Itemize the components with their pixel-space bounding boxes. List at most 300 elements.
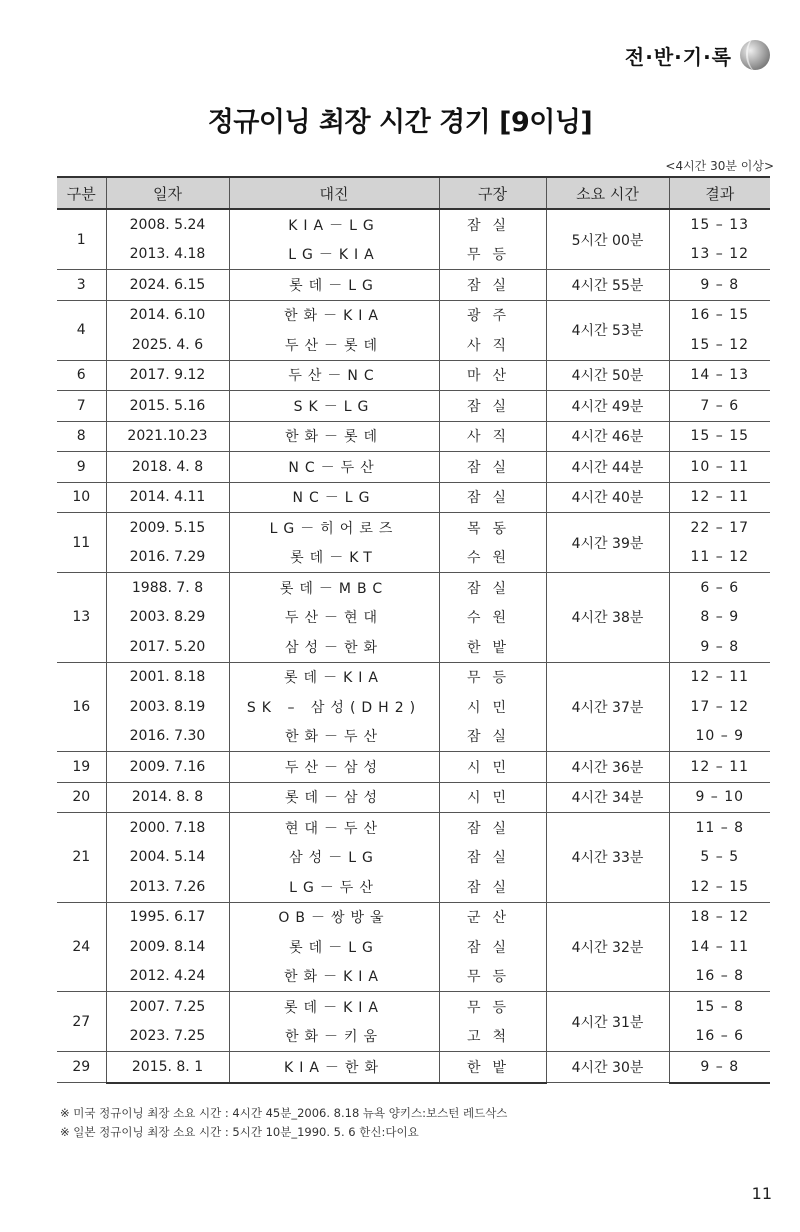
game-matchup-cell (229, 270, 439, 301)
game-venue: 군산 (466, 910, 519, 927)
rank-cell: 29 (57, 1052, 106, 1083)
game-matchup: LG－KIA (288, 247, 380, 264)
game-venue: 고척 (466, 1029, 519, 1046)
game-date: 2012. 4.24 (129, 968, 206, 985)
game-date: 2009. 5.15 (129, 519, 206, 536)
duration-cell: 4시간 33분 (546, 813, 669, 903)
game-matchup: 두산－삼성 (284, 759, 384, 776)
game-result: 17 – 12 (690, 698, 750, 715)
game-result: 14 – 13 (690, 367, 750, 384)
rank-cell: 27 (57, 992, 106, 1052)
game-matchup-cell (229, 1052, 439, 1083)
game-date: 2025. 4. 6 (131, 336, 204, 353)
game-result: 16 – 15 (690, 307, 750, 324)
game-matchup-cell (229, 391, 439, 422)
game-venue-cell (439, 843, 546, 873)
game-venue: 잠실 (466, 459, 519, 476)
game-matchup-cell (229, 360, 439, 391)
game-date-cell (106, 872, 229, 902)
game-matchup-cell (229, 330, 439, 360)
game-matchup: SK－LG (293, 398, 375, 415)
game-result: 12 – 11 (690, 669, 750, 686)
game-result-cell (669, 992, 770, 1022)
game-date-cell (106, 902, 229, 932)
game-date-cell (106, 692, 229, 722)
table-row (57, 782, 770, 813)
game-venue-cell (439, 270, 546, 301)
game-matchup-cell (229, 992, 439, 1022)
game-venue: 수원 (466, 550, 519, 567)
game-venue-cell (439, 573, 546, 603)
game-result-cell (669, 662, 770, 692)
rank-cell: 3 (57, 270, 106, 301)
game-date: 2003. 8.29 (129, 609, 206, 626)
rank-cell: 16 (57, 662, 106, 752)
game-venue: 한밭 (466, 639, 519, 656)
game-result: 15 – 15 (690, 428, 750, 445)
game-matchup-cell (229, 782, 439, 813)
rank-cell: 7 (57, 391, 106, 422)
game-date-cell (106, 932, 229, 962)
game-date-cell (106, 843, 229, 873)
game-venue: 잠실 (466, 580, 519, 597)
game-venue: 사직 (466, 337, 519, 354)
game-matchup: 두산－NC (288, 368, 380, 385)
game-date: 2014. 4.11 (129, 489, 206, 506)
game-result: 18 – 12 (690, 909, 750, 926)
game-matchup: 롯데－LG (289, 277, 379, 294)
game-result-cell (669, 452, 770, 483)
game-result: 7 – 6 (700, 397, 740, 414)
records-table (57, 176, 770, 1084)
game-matchup-cell (229, 902, 439, 932)
game-matchup-cell (229, 421, 439, 452)
game-venue: 잠실 (466, 820, 519, 837)
game-matchup-cell (229, 813, 439, 843)
game-result: 9 – 8 (700, 638, 740, 655)
rank-cell: 11 (57, 513, 106, 573)
game-result-cell (669, 632, 770, 662)
game-result: 6 – 6 (700, 579, 740, 596)
duration-cell: 4시간 31분 (546, 992, 669, 1052)
game-venue-cell (439, 240, 546, 270)
game-result-cell (669, 872, 770, 902)
game-date-cell (106, 722, 229, 752)
game-result-cell (669, 1022, 770, 1052)
game-result: 11 – 12 (690, 549, 750, 566)
game-result: 15 – 13 (690, 216, 750, 233)
game-venue: 잠실 (466, 879, 519, 896)
game-date-cell (106, 603, 229, 633)
game-matchup-cell (229, 240, 439, 270)
game-venue-cell (439, 782, 546, 813)
table-row (57, 752, 770, 783)
game-venue-cell (439, 962, 546, 992)
game-matchup-cell (229, 513, 439, 543)
game-venue: 잠실 (466, 277, 519, 294)
game-venue-cell (439, 543, 546, 573)
game-matchup: 두산－롯데 (284, 337, 384, 354)
game-result: 10 – 11 (690, 458, 750, 475)
game-date-cell (106, 482, 229, 513)
rank-cell: 1 (57, 209, 106, 270)
rank-cell: 6 (57, 360, 106, 391)
rank-cell: 20 (57, 782, 106, 813)
table-row (57, 421, 770, 452)
game-date: 1995. 6.17 (129, 909, 206, 926)
game-venue: 시민 (466, 759, 519, 776)
game-matchup: SK – 삼성(DH2) (246, 699, 422, 716)
rank-cell: 19 (57, 752, 106, 783)
game-venue: 잠실 (466, 217, 519, 234)
game-matchup-cell (229, 872, 439, 902)
table-criteria-note: <4시간 30분 이상> (665, 159, 774, 173)
game-date-cell (106, 452, 229, 483)
game-matchup: NC－두산 (288, 459, 380, 476)
game-venue-cell (439, 932, 546, 962)
section-header (625, 40, 770, 70)
table-row (57, 902, 770, 932)
game-venue-cell (439, 330, 546, 360)
duration-cell: 4시간 44분 (546, 452, 669, 483)
game-venue: 잠실 (466, 850, 519, 867)
game-matchup: 한화－KIA (284, 969, 384, 986)
game-venue: 잠실 (466, 729, 519, 746)
rank-cell: 10 (57, 482, 106, 513)
game-matchup-cell (229, 452, 439, 483)
game-result-cell (669, 513, 770, 543)
game-result: 14 – 11 (690, 938, 750, 955)
rank-cell: 8 (57, 421, 106, 452)
col-header-result: 결과 (669, 177, 770, 209)
game-date-cell (106, 391, 229, 422)
col-header-date: 일자 (106, 177, 229, 209)
game-date: 2016. 7.29 (129, 549, 206, 566)
game-venue-cell (439, 452, 546, 483)
game-matchup: 삼성－한화 (284, 639, 384, 656)
col-header-venue: 구장 (439, 177, 546, 209)
game-venue: 무등 (466, 247, 519, 264)
game-result-cell (669, 391, 770, 422)
game-result: 9 – 10 (695, 789, 745, 806)
duration-cell: 4시간 40분 (546, 482, 669, 513)
game-result: 8 – 9 (700, 609, 740, 626)
game-matchup-cell (229, 1022, 439, 1052)
game-result-cell (669, 360, 770, 391)
game-result: 16 – 8 (695, 968, 745, 985)
footnote-us: ※ 미국 정규이닝 최장 소요 시간 : 4시간 45분_2006. 8.18 뉴욕 양키스:보스턴 레드삭스 (60, 1106, 508, 1120)
game-date-cell (106, 513, 229, 543)
game-date-cell (106, 421, 229, 452)
table-row (57, 209, 770, 240)
duration-cell: 4시간 36분 (546, 752, 669, 783)
game-result-cell (669, 209, 770, 240)
table-row (57, 482, 770, 513)
game-matchup-cell (229, 662, 439, 692)
duration-cell: 4시간 55분 (546, 270, 669, 301)
game-matchup: LG－히어로즈 (269, 520, 399, 537)
game-matchup-cell (229, 632, 439, 662)
duration-cell: 5시간 00분 (546, 209, 669, 270)
table-row (57, 300, 770, 330)
game-date-cell (106, 543, 229, 573)
game-venue-cell (439, 482, 546, 513)
game-venue: 수원 (466, 610, 519, 627)
game-matchup: 한화－두산 (284, 729, 384, 746)
game-result-cell (669, 240, 770, 270)
duration-cell: 4시간 38분 (546, 573, 669, 663)
game-matchup: 한화－롯데 (284, 429, 384, 446)
game-venue: 한밭 (466, 1059, 519, 1076)
game-date: 2007. 7.25 (129, 998, 206, 1015)
game-date-cell (106, 752, 229, 783)
rank-cell: 21 (57, 813, 106, 903)
game-venue-cell (439, 992, 546, 1022)
game-date-cell (106, 573, 229, 603)
game-date: 2003. 8.19 (129, 698, 206, 715)
game-matchup-cell (229, 300, 439, 330)
game-result: 5 – 5 (700, 849, 740, 866)
game-result: 16 – 6 (695, 1028, 745, 1045)
game-matchup: 롯데－LG (289, 939, 379, 956)
game-result: 15 – 8 (695, 998, 745, 1015)
game-date-cell (106, 662, 229, 692)
game-matchup: 롯데－KT (290, 550, 378, 567)
game-date: 2013. 4.18 (129, 246, 206, 263)
game-venue-cell (439, 603, 546, 633)
game-date: 2021.10.23 (127, 428, 208, 445)
game-result-cell (669, 1052, 770, 1083)
game-date: 2015. 8. 1 (131, 1058, 204, 1075)
col-header-matchup: 대진 (229, 177, 439, 209)
game-matchup: 현대－두산 (284, 820, 384, 837)
duration-cell: 4시간 32분 (546, 902, 669, 992)
game-matchup-cell (229, 752, 439, 783)
rank-cell: 24 (57, 902, 106, 992)
duration-cell: 4시간 46분 (546, 421, 669, 452)
page-title: 정규이닝 최장 시간 경기 [9이닝] (207, 107, 593, 138)
duration-cell: 4시간 39분 (546, 513, 669, 573)
game-date: 2001. 8.18 (129, 669, 206, 686)
game-date-cell (106, 813, 229, 843)
game-date: 2024. 6.15 (129, 276, 206, 293)
game-venue: 마산 (466, 368, 519, 385)
game-result: 22 – 17 (690, 519, 750, 536)
game-matchup-cell (229, 843, 439, 873)
game-date: 2014. 8. 8 (131, 789, 204, 806)
game-result: 9 – 8 (700, 276, 740, 293)
game-date-cell (106, 1052, 229, 1083)
game-date-cell (106, 360, 229, 391)
game-result-cell (669, 573, 770, 603)
game-date: 2004. 5.14 (129, 849, 206, 866)
game-venue: 잠실 (466, 398, 519, 415)
table-header-row (57, 177, 770, 209)
game-date: 2015. 5.16 (129, 397, 206, 414)
game-date: 2017. 5.20 (129, 638, 206, 655)
game-matchup-cell (229, 722, 439, 752)
game-date: 2009. 8.14 (129, 938, 206, 955)
game-matchup-cell (229, 692, 439, 722)
game-date-cell (106, 240, 229, 270)
game-matchup: 롯데－KIA (284, 670, 384, 687)
footnotes (60, 1104, 507, 1142)
duration-cell: 4시간 37분 (546, 662, 669, 752)
game-result-cell (669, 692, 770, 722)
section-label: 전·반·기·록 (624, 44, 732, 69)
game-result-cell (669, 543, 770, 573)
game-date: 2016. 7.30 (129, 728, 206, 745)
duration-cell: 4시간 49분 (546, 391, 669, 422)
game-venue-cell (439, 300, 546, 330)
game-result-cell (669, 782, 770, 813)
game-matchup-cell (229, 962, 439, 992)
game-date-cell (106, 632, 229, 662)
game-matchup: NC－LG (292, 490, 376, 507)
game-venue-cell (439, 209, 546, 240)
game-result: 13 – 12 (690, 246, 750, 263)
game-matchup-cell (229, 932, 439, 962)
table-row (57, 662, 770, 692)
game-result: 11 – 8 (695, 819, 745, 836)
game-result-cell (669, 843, 770, 873)
game-venue: 잠실 (466, 939, 519, 956)
rank-cell: 4 (57, 300, 106, 360)
game-venue-cell (439, 1022, 546, 1052)
game-matchup-cell (229, 482, 439, 513)
game-matchup-cell (229, 543, 439, 573)
game-result-cell (669, 603, 770, 633)
game-result-cell (669, 962, 770, 992)
game-matchup: 삼성－LG (289, 850, 379, 867)
duration-cell: 4시간 30분 (546, 1052, 669, 1083)
game-result-cell (669, 421, 770, 452)
game-venue-cell (439, 391, 546, 422)
game-matchup-cell (229, 209, 439, 240)
game-matchup: 롯데－MBC (279, 580, 389, 597)
game-date: 2023. 7.25 (129, 1028, 206, 1045)
game-result: 15 – 12 (690, 336, 750, 353)
game-result-cell (669, 902, 770, 932)
game-venue-cell (439, 902, 546, 932)
game-venue-cell (439, 360, 546, 391)
game-date: 2014. 6.10 (129, 307, 206, 324)
col-header-rank: 구분 (57, 177, 106, 209)
table-row (57, 360, 770, 391)
game-result: 12 – 11 (690, 758, 750, 775)
game-result: 9 – 8 (700, 1058, 740, 1075)
game-result-cell (669, 270, 770, 301)
game-date-cell (106, 270, 229, 301)
game-venue-cell (439, 513, 546, 543)
table-body (57, 209, 770, 1083)
game-date: 2009. 7.16 (129, 758, 206, 775)
game-venue: 시민 (466, 699, 519, 716)
game-matchup: 롯데－KIA (284, 999, 384, 1016)
game-result: 10 – 9 (695, 728, 745, 745)
game-date-cell (106, 782, 229, 813)
game-matchup-cell (229, 603, 439, 633)
rank-cell: 13 (57, 573, 106, 663)
game-venue: 사직 (466, 429, 519, 446)
table-row (57, 992, 770, 1022)
table-row (57, 270, 770, 301)
baseball-icon (740, 40, 770, 70)
game-date: 1988. 7. 8 (131, 579, 204, 596)
game-matchup: KIA－LG (288, 217, 380, 234)
game-venue-cell (439, 421, 546, 452)
game-result-cell (669, 752, 770, 783)
game-matchup: OB－쌍방울 (278, 910, 390, 927)
game-matchup: 한화－KIA (284, 308, 384, 325)
game-matchup: 한화－키움 (284, 1029, 384, 1046)
game-result-cell (669, 932, 770, 962)
game-date: 2017. 9.12 (129, 367, 206, 384)
game-matchup: KIA－한화 (284, 1059, 384, 1076)
game-result: 12 – 15 (690, 878, 750, 895)
game-venue: 잠실 (466, 490, 519, 507)
game-venue-cell (439, 752, 546, 783)
game-date: 2018. 4. 8 (131, 458, 204, 475)
game-result-cell (669, 330, 770, 360)
game-date: 2013. 7.26 (129, 878, 206, 895)
game-venue: 무등 (466, 969, 519, 986)
table-row (57, 1052, 770, 1083)
table-row (57, 391, 770, 422)
game-venue-cell (439, 632, 546, 662)
game-date-cell (106, 330, 229, 360)
game-venue-cell (439, 722, 546, 752)
duration-cell: 4시간 50분 (546, 360, 669, 391)
game-date: 2008. 5.24 (129, 216, 206, 233)
rank-cell: 9 (57, 452, 106, 483)
table-row (57, 573, 770, 603)
duration-cell: 4시간 34분 (546, 782, 669, 813)
game-date: 2000. 7.18 (129, 819, 206, 836)
footnote-japan: ※ 일본 정규이닝 최장 소요 시간 : 5시간 10분_1990. 5. 6 한신:다이요 (60, 1125, 419, 1139)
game-date-cell (106, 300, 229, 330)
table-row (57, 452, 770, 483)
game-venue: 시민 (466, 790, 519, 807)
game-date-cell (106, 209, 229, 240)
game-date-cell (106, 1022, 229, 1052)
game-venue-cell (439, 662, 546, 692)
game-result: 12 – 11 (690, 489, 750, 506)
game-matchup: LG－두산 (289, 879, 379, 896)
col-header-duration: 소요 시간 (546, 177, 669, 209)
table-row (57, 513, 770, 543)
game-venue-cell (439, 1052, 546, 1083)
table-row (57, 813, 770, 843)
page-number: 11 (751, 1184, 772, 1203)
game-result-cell (669, 482, 770, 513)
game-venue: 무등 (466, 999, 519, 1016)
duration-cell: 4시간 53분 (546, 300, 669, 360)
game-venue-cell (439, 692, 546, 722)
game-venue: 광주 (466, 308, 519, 325)
game-venue-cell (439, 872, 546, 902)
game-venue: 목동 (466, 520, 519, 537)
game-result-cell (669, 300, 770, 330)
game-matchup: 롯데－삼성 (284, 790, 384, 807)
game-result-cell (669, 813, 770, 843)
game-venue: 무등 (466, 670, 519, 687)
game-venue-cell (439, 813, 546, 843)
game-date-cell (106, 992, 229, 1022)
game-result-cell (669, 722, 770, 752)
game-matchup: 두산－현대 (284, 610, 384, 627)
game-matchup-cell (229, 573, 439, 603)
